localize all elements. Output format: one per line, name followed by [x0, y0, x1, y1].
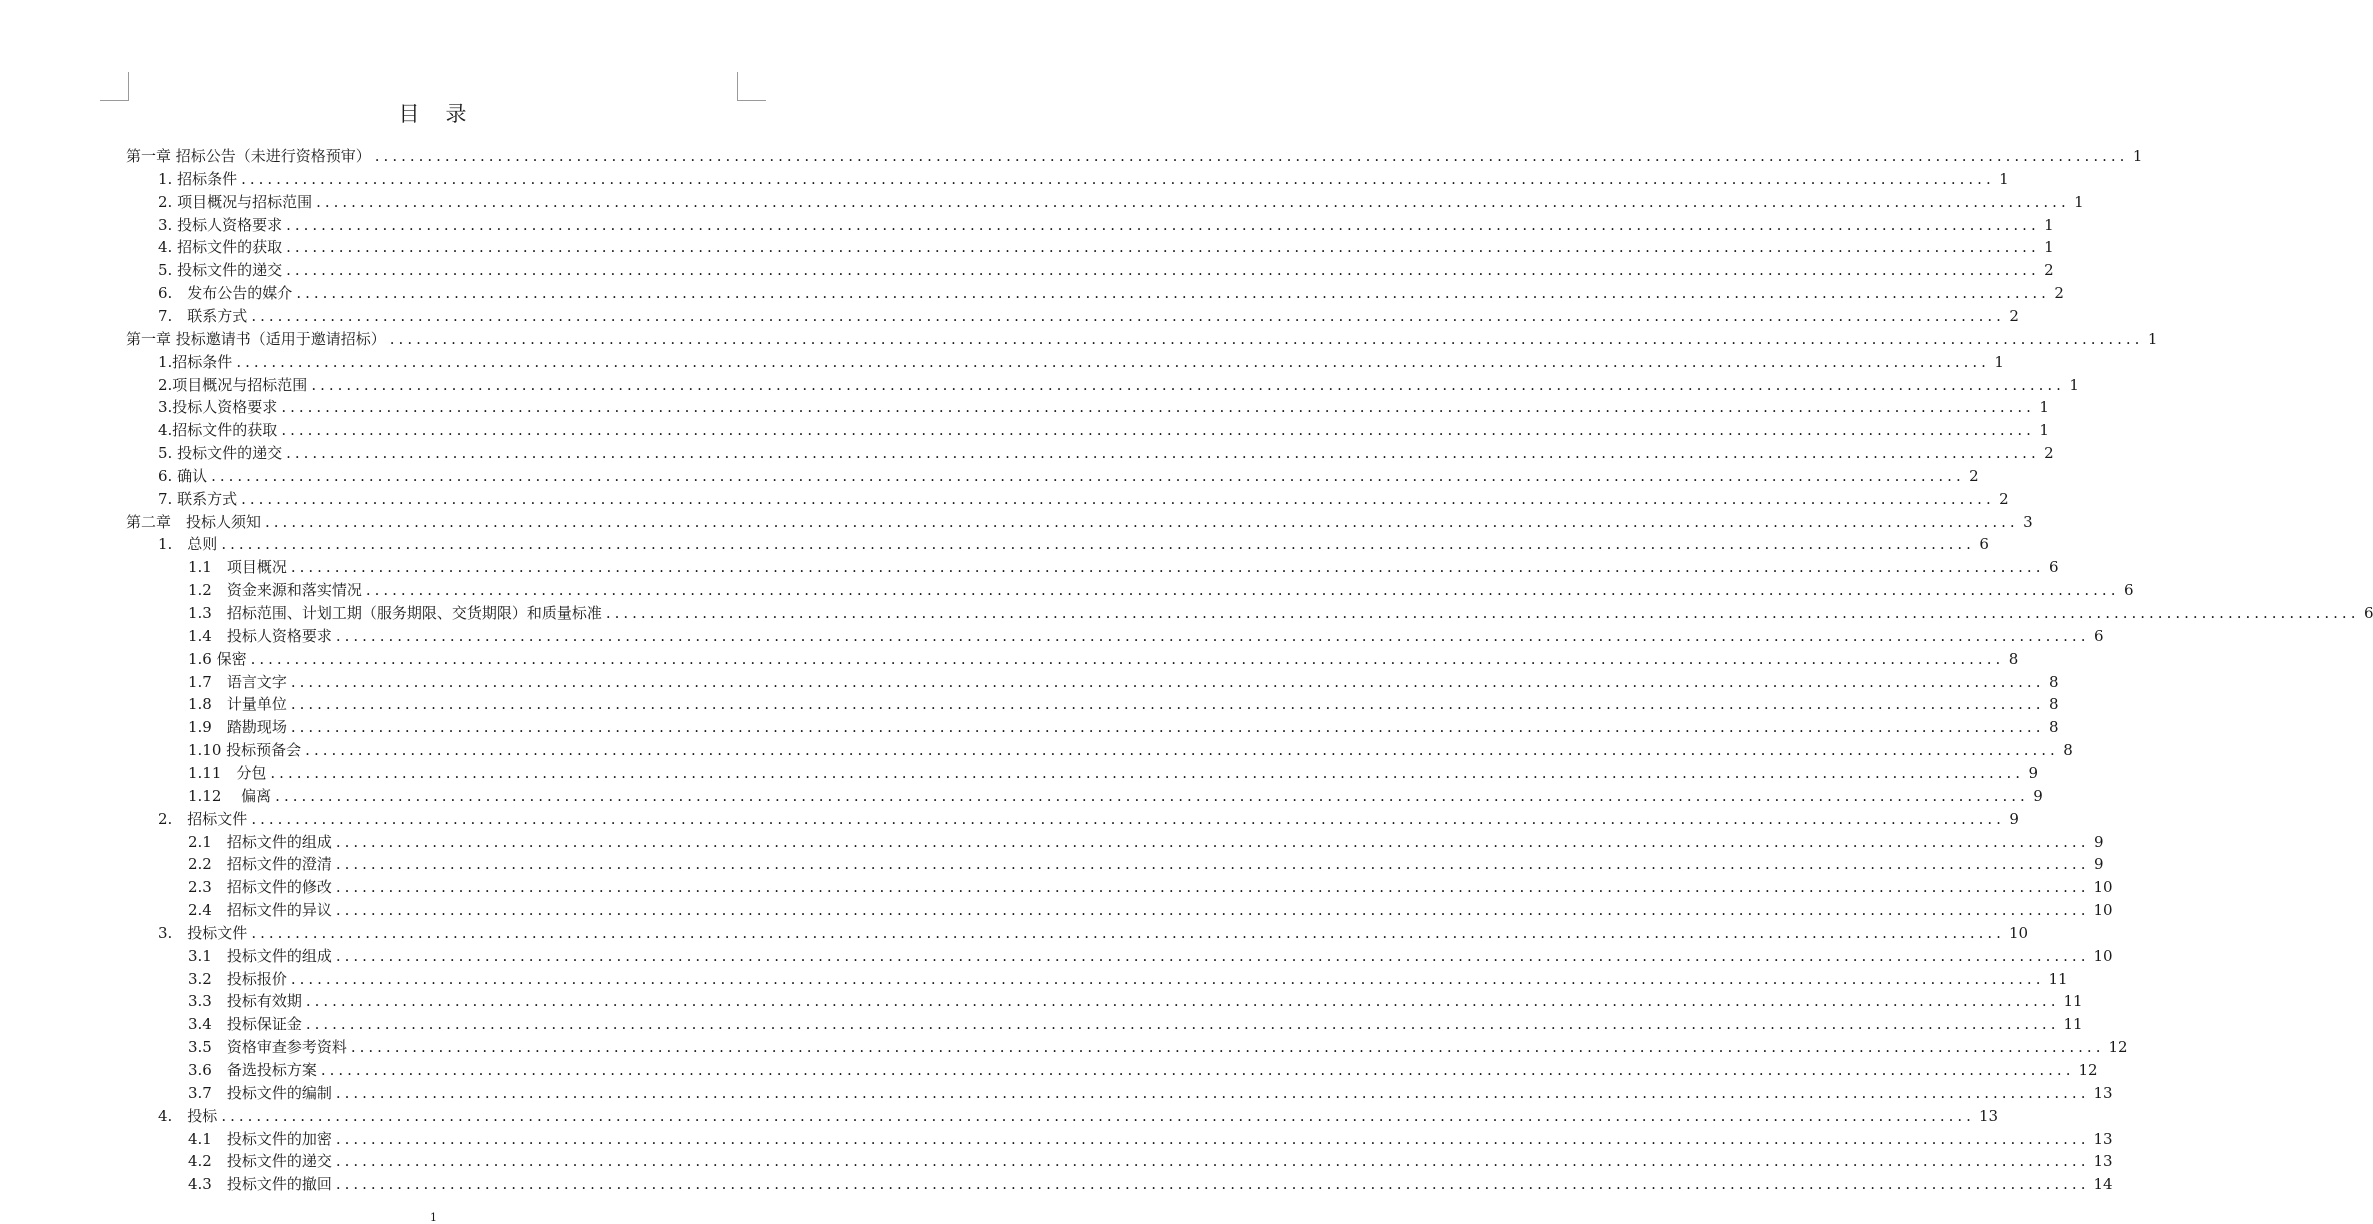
toc-entry[interactable] [158, 305, 2019, 327]
page-number: 1 [430, 1211, 437, 1224]
toc-entry[interactable] [158, 236, 2054, 258]
toc-entry-page: 1 [2044, 238, 2054, 257]
toc-entry[interactable] [188, 671, 2059, 693]
toc-entry-title: 1.10 投标预备会 [188, 741, 302, 760]
toc-entry[interactable] [126, 145, 2143, 167]
toc-entry-title: 7. 联系方式 [158, 306, 248, 325]
toc-entry[interactable] [158, 1105, 1999, 1127]
toc-entry-title: 4.招标文件的获取 [158, 421, 278, 440]
toc-entry-page: 2 [2044, 261, 2054, 280]
toc-dot-leader: ........................................................................................................................................................................................................ [275, 786, 2029, 805]
toc-dot-leader: ........................................................................................................................................................................................................ [335, 1129, 2090, 1148]
toc-entry-page: 11 [2063, 1015, 2083, 1034]
toc-dot-leader: ........................................................................................................................................................................................................ [250, 649, 2005, 668]
toc-entry-page: 1 [2044, 215, 2054, 234]
toc-entry-page: 10 [2008, 923, 2029, 942]
toc-entry[interactable] [188, 648, 2019, 670]
toc-entry-title: 4.1 投标文件的加密 [188, 1129, 332, 1148]
toc-entry-title: 第一章 招标公告（未进行资格预审） [126, 147, 371, 165]
toc-title-right: 录 [445, 102, 469, 126]
toc-dot-leader: ........................................................................................................................................................................................................ [335, 1083, 2090, 1102]
toc-entry-page: 8 [2048, 672, 2059, 691]
toc-entry-title: 2. 项目概况与招标范围 [158, 192, 313, 211]
toc-dot-leader: ........................................................................................................................................................................................................ [290, 558, 2045, 577]
toc-entry[interactable] [188, 1036, 2128, 1058]
toc-dot-leader: ........................................................................................................................................................................................................ [241, 489, 1995, 508]
toc-entry-title: 4. 投标 [158, 1106, 218, 1125]
toc-entry-title: 2.2 招标文件的澄清 [188, 855, 332, 874]
toc-dot-leader: ........................................................................................................................................................................................................ [365, 581, 2120, 600]
toc-entry[interactable] [188, 876, 2113, 898]
toc-entry-page: 6 [1979, 535, 1989, 554]
toc-entry-page: 8 [2008, 649, 2019, 668]
toc-dot-leader: ........................................................................................................................................................................................................ [281, 398, 2035, 417]
toc-entry-page: 13 [2093, 1152, 2113, 1171]
toc-dot-leader: ........................................................................................................................................................................................................ [236, 352, 1990, 371]
toc-entry-title: 3.6 备选投标方案 [188, 1061, 317, 1079]
toc-entry-page: 2 [2054, 284, 2064, 303]
toc-entry-title: 3.7 投标文件的编制 [188, 1083, 332, 1102]
toc-entry-page: 2 [2044, 444, 2054, 463]
toc-dot-leader: ........................................................................................................................................................................................................ [290, 695, 2045, 714]
toc-title-left: 目 [398, 102, 422, 126]
toc-entry[interactable] [158, 419, 2049, 441]
toc-entry-page: 1 [2132, 147, 2143, 165]
toc-dot-leader: ........................................................................................................................................................................................................ [221, 1106, 1975, 1125]
toc-entry-page: 9 [2033, 786, 2043, 805]
toc-entry-title: 2.项目概况与招标范围 [158, 375, 308, 394]
toc-entry-title: 1.2 资金来源和落实情况 [188, 581, 362, 600]
toc-entry-title: 4. 招标文件的获取 [158, 238, 283, 257]
toc-entry-page: 1 [2069, 375, 2079, 394]
toc-entry-page: 3 [2023, 512, 2033, 531]
toc-dot-leader: ........................................................................................................................................................................................................ [241, 169, 1995, 188]
toc-entry-page: 11 [2048, 969, 2068, 988]
toc-entry[interactable] [188, 602, 2373, 624]
toc-entry[interactable] [126, 328, 2158, 350]
toc-dot-leader: ........................................................................................................................................................................................................ [211, 466, 1965, 485]
crop-mark-top-right [737, 72, 766, 101]
toc-entry-page: 9 [2028, 763, 2039, 782]
toc-entry-title: 6. 确认 [158, 466, 208, 485]
toc-entry[interactable] [188, 853, 2104, 875]
toc-dot-leader: ........................................................................................................................................................................................................ [290, 969, 2045, 988]
toc-entry[interactable] [188, 1013, 2083, 1035]
toc-dot-leader: ........................................................................................................................................................................................................ [335, 901, 2090, 920]
toc-entry-title: 1.8 计量单位 [188, 695, 287, 714]
toc-entry-title: 1.7 语言文字 [188, 672, 287, 691]
toc-entry-title: 2. 招标文件 [158, 809, 248, 828]
toc-entry-page: 12 [2108, 1038, 2128, 1057]
toc-dot-leader: ........................................................................................................................................................................................................ [316, 192, 2070, 211]
toc-entry-title: 1.11 分包 [188, 763, 267, 782]
toc-dot-leader: ........................................................................................................................................................................................................ [311, 375, 2065, 394]
toc-entry-page: 1 [1999, 169, 2009, 188]
toc-entry[interactable] [188, 968, 2068, 990]
toc-entry[interactable] [188, 831, 2104, 853]
toc-entry-title: 3.5 资格审查参考资料 [188, 1038, 347, 1057]
toc-dot-leader: ........................................................................................................................................................................................................ [350, 1038, 2105, 1057]
toc-entry-page: 6 [2363, 604, 2373, 622]
toc-entry[interactable] [188, 579, 2134, 601]
toc-dot-leader: ........................................................................................................................................................................................................ [286, 215, 2040, 234]
toc-entry[interactable] [188, 945, 2113, 967]
toc-entry[interactable] [188, 990, 2083, 1012]
toc-dot-leader: ........................................................................................................................................................................................................ [320, 1061, 2075, 1079]
toc-entry-page: 9 [2093, 832, 2104, 851]
toc-entry-page: 6 [2048, 558, 2059, 577]
toc-entry[interactable] [188, 693, 2059, 715]
toc-dot-leader: ........................................................................................................................................................................................................ [305, 741, 2059, 760]
toc-entry[interactable] [158, 259, 2054, 281]
toc-dot-leader: ........................................................................................................................................................................................................ [605, 604, 2360, 622]
toc-dot-leader: ........................................................................................................................................................................................................ [335, 878, 2090, 897]
toc-entry-title: 1.6 保密 [188, 649, 247, 668]
toc-entry-title: 5. 投标文件的递交 [158, 444, 283, 463]
toc-entry-title: 4.2 投标文件的递交 [188, 1152, 332, 1171]
toc-entry-title: 1.9 踏勘现场 [188, 718, 287, 737]
toc-entry[interactable] [158, 488, 2009, 510]
toc-entry-title: 4.3 投标文件的撤回 [188, 1175, 332, 1194]
toc-entry[interactable] [158, 214, 2054, 236]
toc-entry-page: 13 [2093, 1129, 2113, 1148]
toc-entry[interactable] [158, 168, 2009, 190]
toc-entry-page: 10 [2093, 946, 2113, 965]
toc-entry-title: 1. 招标条件 [158, 169, 238, 188]
toc-entry-title: 2.4 招标文件的异议 [188, 901, 332, 920]
toc-entry[interactable] [188, 1082, 2113, 1104]
toc-entry-page: 1 [2074, 192, 2084, 211]
toc-dot-leader: ........................................................................................................................................................................................................ [290, 672, 2045, 691]
toc-entry[interactable] [158, 191, 2084, 213]
toc-entry-page: 1 [2039, 398, 2049, 417]
toc-entry-title: 3.2 投标报价 [188, 969, 287, 988]
toc-entry[interactable] [188, 1173, 2113, 1195]
toc-entry-title: 1.4 投标人资格要求 [188, 626, 332, 645]
toc-entry-page: 9 [2009, 809, 2019, 828]
toc-entry-title: 1.3 招标范围、计划工期（服务期限、交货期限）和质量标准 [188, 604, 602, 622]
toc-entry-page: 6 [2093, 626, 2104, 645]
toc-dot-leader: ........................................................................................................................................................................................................ [286, 444, 2040, 463]
toc-dot-leader: ........................................................................................................................................................................................................ [281, 421, 2035, 440]
crop-mark-top-left [100, 72, 129, 101]
toc-entry[interactable] [158, 533, 1989, 555]
toc-dot-leader: ........................................................................................................................................................................................................ [265, 512, 2019, 531]
toc-entry[interactable] [158, 396, 2049, 418]
toc-entry-page: 2 [1999, 489, 2009, 508]
toc-entry-title: 3.4 投标保证金 [188, 1015, 302, 1034]
toc-dot-leader: ........................................................................................................................................................................................................ [251, 923, 2005, 942]
toc-entry-title: 1.12 偏离 [188, 786, 272, 805]
toc-dot-leader: ........................................................................................................................................................................................................ [335, 626, 2090, 645]
toc-entry[interactable] [158, 808, 2019, 830]
toc-entry-page: 10 [2093, 901, 2113, 920]
toc-dot-leader: ........................................................................................................................................................................................................ [296, 284, 2050, 303]
toc-entry-page: 2 [2009, 306, 2019, 325]
toc-dot-leader: ........................................................................................................................................................................................................ [251, 306, 2005, 325]
toc-entry-page: 8 [2063, 741, 2073, 760]
toc-entry-page: 14 [2093, 1175, 2113, 1194]
toc-entry-title: 7. 联系方式 [158, 489, 238, 508]
toc-entry-title: 1. 总则 [158, 535, 218, 554]
toc-dot-leader: ........................................................................................................................................................................................................ [335, 946, 2090, 965]
toc-entry[interactable] [188, 1128, 2113, 1150]
toc-dot-leader: ........................................................................................................................................................................................................ [335, 1175, 2090, 1194]
toc-entry-title: 3.1 投标文件的组成 [188, 946, 332, 965]
toc-entry-title: 6. 发布公告的媒介 [158, 284, 293, 303]
toc-entry-title: 3. 投标人资格要求 [158, 215, 283, 234]
toc-entry[interactable] [158, 922, 2029, 944]
toc-entry[interactable] [188, 785, 2043, 807]
toc-entry-page: 6 [2123, 581, 2134, 600]
toc-entry-page: 1 [2039, 421, 2049, 440]
toc-entry[interactable] [126, 511, 2033, 533]
toc-entry[interactable] [158, 374, 2079, 396]
toc-entry[interactable] [188, 625, 2104, 647]
toc-entry-title: 3.投标人资格要求 [158, 398, 278, 417]
toc-entry[interactable] [158, 351, 2004, 373]
toc-dot-leader: ........................................................................................................................................................................................................ [221, 535, 1975, 554]
toc-entry-title: 第一章 投标邀请书（适用于邀请招标） [126, 329, 386, 348]
toc-entry[interactable] [158, 442, 2054, 464]
toc-entry-page: 2 [1969, 466, 1979, 485]
toc-entry[interactable] [158, 282, 2064, 304]
toc-entry-page: 8 [2048, 718, 2059, 737]
toc-dot-leader: ........................................................................................................................................................................................................ [305, 992, 2060, 1011]
toc-entry[interactable] [188, 1150, 2113, 1172]
toc-dot-leader: ........................................................................................................................................................................................................ [389, 329, 2144, 348]
toc-dot-leader: ........................................................................................................................................................................................................ [290, 718, 2045, 737]
toc-dot-leader: ........................................................................................................................................................................................................ [305, 1015, 2060, 1034]
toc-entry-page: 12 [2078, 1061, 2098, 1079]
toc-entry[interactable] [188, 899, 2113, 921]
toc-dot-leader: ........................................................................................................................................................................................................ [286, 261, 2040, 280]
toc-entry-title: 3. 投标文件 [158, 923, 248, 942]
toc-entry-title: 第二章 投标人须知 [126, 512, 262, 531]
toc-dot-leader: ........................................................................................................................................................................................................ [286, 238, 2040, 257]
toc-dot-leader: ........................................................................................................................................................................................................ [335, 1152, 2090, 1171]
toc-entry-title: 1.1 项目概况 [188, 558, 287, 577]
toc-entry-page: 1 [2147, 329, 2158, 348]
toc-dot-leader: ........................................................................................................................................................................................................ [335, 832, 2090, 851]
toc-dot-leader: ........................................................................................................................................................................................................ [335, 855, 2090, 874]
toc-entry-page: 1 [1994, 352, 2004, 371]
toc-entry[interactable] [188, 556, 2059, 578]
toc-entry-page: 13 [2093, 1083, 2113, 1102]
toc-entry-page: 11 [2063, 992, 2083, 1011]
toc-entry-page: 10 [2093, 878, 2113, 897]
toc-dot-leader: ........................................................................................................................................................................................................ [270, 763, 2025, 782]
toc-dot-leader: ........................................................................................................................................................................................................ [374, 147, 2129, 165]
toc-entry-page: 9 [2093, 855, 2104, 874]
toc-entry[interactable] [188, 1059, 2098, 1081]
toc-entry-title: 2.1 招标文件的组成 [188, 832, 332, 851]
toc-dot-leader: ........................................................................................................................................................................................................ [251, 809, 2005, 828]
toc-entry-title: 2.3 招标文件的修改 [188, 878, 332, 897]
toc-entry[interactable] [188, 739, 2073, 761]
toc-entry-title: 1.招标条件 [158, 352, 233, 371]
toc-entry-title: 5. 投标文件的递交 [158, 261, 283, 280]
toc-entry-page: 13 [1978, 1106, 1999, 1125]
toc-title [0, 98, 867, 128]
toc-entry[interactable] [188, 762, 2039, 784]
toc-entry[interactable] [188, 716, 2059, 738]
toc-entry-page: 8 [2048, 695, 2059, 714]
toc-entry[interactable] [158, 465, 1979, 487]
toc-entry-title: 3.3 投标有效期 [188, 992, 302, 1011]
